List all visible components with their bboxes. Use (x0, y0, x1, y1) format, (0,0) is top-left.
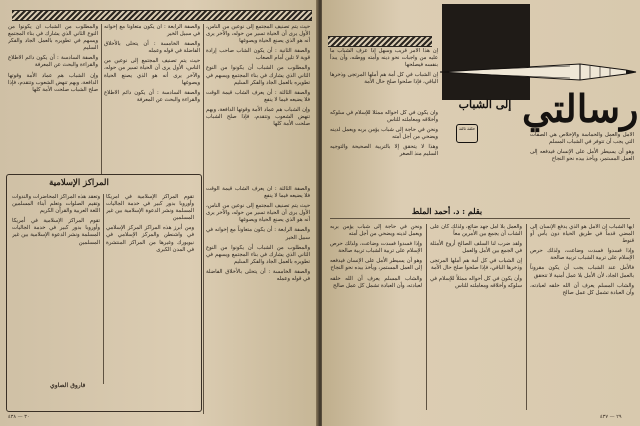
box-column-right (106, 194, 194, 384)
right-column-body-right (530, 224, 634, 410)
body-paragraph: أيها الشباب إن الأمل هو الذي يدفع الإنسان إلى المضي قدماً في طريق الحياة دون يأس أو قنوط (530, 224, 634, 245)
column-rule (526, 224, 527, 410)
section-paragraph: وإن الشباب هم عماد الأمة وقوتها الدافعة، وبهم تنهض الشعوب وتتقدم، فإذا صلح الشباب صلحت الأمة كلها (8, 72, 98, 93)
page-number-right: ٢٩ — ٤٣٧ (600, 414, 622, 420)
left-column-left (8, 24, 98, 174)
body-paragraph: فالأمل عند الشباب يجب أن يكون مقروناً بالعمل الجاد، لأن الأمل بلا عمل أمنية لا تتحقق (530, 265, 634, 279)
section-paragraph: حيث يتم تصنيف المجتمع إلى نوعين من الناس، الأول يرى أن الحياة تسير من حوله، والآخر يرى أنه هو الذي يصنع الحياة ويصوغها (206, 203, 310, 224)
section-paragraph: والصفة الثالثة : أن يعرف الشاب قيمة الوقت فلا يضيعه فيما لا ينفع (206, 186, 310, 200)
section-paragraph: حيث يتم تصنيف المجتمع إلى نوعين من الناس، الأول يرى أن الحياة تسير من حوله، والآخر يرى أنه هو الذي يصنع الحياة ويصوغها (104, 58, 200, 86)
top-paragraph: إن هذا الأمر قريب وسهل إذا عرف الشباب ما عليه من واجبات نحو دينه وأمته ووطنه، وأن يبدأ بنفسه فيصلحها (330, 48, 438, 69)
intro-paragraph: حيث يتم تصنيف المجتمع إلى نوعين من الناس، الأول يرى أن الحياة تسير من حوله، والآخر يرى أنه هو الذي يصنع الحياة ويصوغها (206, 24, 310, 45)
body-paragraph: الأمل والعمل والحماسة والإخلاص هي الصفات التي يجب أن تتوفر في الشباب المسلم (530, 132, 634, 146)
section-paragraph: والصفة السادسة : أن يكون دائم الاطلاع والقراءة والبحث عن المعرفة (104, 89, 200, 103)
section-paragraph: والصفة الثانية : أن يكون الشاب صاحب إرادة قوية لا تلين أمام الصعاب (206, 48, 310, 62)
left-page (0, 0, 318, 426)
series-badge: حلقة ثالثة (456, 124, 478, 143)
section-paragraph: والمطلوب من الشباب أن يكونوا من النوع الثاني الذي يشارك في بناء المجتمع ويسهم في تطويره بالعمل الجاد والفكر السليم (206, 65, 310, 86)
section-paragraph: والصفة الخامسة : أن يتحلى بالأخلاق الفاضلة في قوله وعمله (206, 268, 310, 283)
box-paragraph: وتعقد هذه المراكز المحاضرات والندوات وتقيم الصلوات وتعلم أبناء المسلمين اللغة العربية والقرآن الكريم (12, 194, 100, 215)
body-paragraph: والشاب المسلم يعرف أن الله خلقه لعبادته، وأن العبادة تشمل كل عمل صالح (330, 275, 422, 289)
section-paragraph: والمطلوب من الشباب أن يكونوا من النوع الثاني الذي يشارك في بناء المجتمع ويسهم في تطويره بالعمل الجاد والفكر السليم (8, 24, 98, 52)
section-paragraph: والصفة الرابعة : أن يكون متعاوناً مع إخوانه في سبيل الخير (104, 24, 200, 38)
body-paragraph: وإذا فسدوا فسدت وضاعت، ولذلك حرص الإسلام على تربية الشباب تربية صالحة (330, 241, 422, 255)
author-byline: بقلم : د. أحمد الملط (411, 206, 483, 216)
section-paragraph: والصفة الرابعة : أن يكون متعاوناً مع إخوانه في سبيل الخير (206, 227, 310, 241)
body-paragraph: وهذا لا يتحقق إلا بالتربية الصحيحة والتوجيه السليم منذ الصغر (330, 144, 438, 158)
byline-rule (330, 218, 630, 219)
body-paragraph: والشاب المسلم يعرف أن الله خلقه لعبادته، وأن العبادة تشمل كل عمل صالح (530, 282, 634, 296)
subtitle: إلى الشباب (458, 98, 512, 111)
box-signature: فاروق الصاوي (50, 382, 86, 389)
box-column-rule (103, 194, 104, 384)
top-paragraph: إن الشباب في كل أمة هم أملها المرتجى وذخرها الباقي، فإذا صلحوا صلح حال الأمة (330, 72, 438, 86)
body-paragraph: والعمل بلا أمل جهد ضائع، ولذلك كان على الشاب أن يجمع بين الأمرين معاً (430, 224, 522, 238)
right-column-intro-right (530, 132, 634, 206)
box-column-left (12, 194, 100, 372)
section-paragraph: والصفة الخامسة : أن يتحلى بالأخلاق الفاضلة في قوله وعمله (104, 41, 200, 55)
right-column-intro-left (330, 110, 438, 202)
body-paragraph: وهو أن يسيطر الأمل على الإنسان فيدفعه إلى العمل المستمر، ويأخذ بيده نحو النجاح (330, 258, 422, 272)
top-hatch-bar-right (328, 36, 432, 47)
left-column-right-lower (206, 186, 310, 408)
box-paragraph: تقوم المراكز الإسلامية في أمريكا وأوروبا بدور كبير في خدمة الجاليات المسلمة ونشر الدعوة الإسلامية بين غير المسلمين (12, 218, 100, 246)
section-paragraph: والصفة السادسة : أن يكون دائم الاطلاع والقراءة والبحث عن المعرفة (8, 55, 98, 69)
body-paragraph: وهو أن يسيطر الأمل على الإنسان فيدفعه إلى العمل المستمر، ويأخذ بيده نحو النجاح (530, 149, 634, 163)
column-rule (203, 24, 204, 414)
box-title: المراكز الإسلامية (49, 178, 109, 188)
headline: رسالتي (522, 86, 639, 131)
body-paragraph: وإذا فسدوا فسدت وضاعت، ولذلك حرص الإسلام على تربية الشباب تربية صالحة (530, 248, 634, 262)
left-column-middle (104, 24, 200, 180)
box-paragraph: تقوم المراكز الإسلامية في أمريكا وأوروبا بدور كبير في خدمة الجاليات المسلمة ونشر الدعوة الإسلامية بين غير المسلمين (106, 194, 194, 222)
body-paragraph: وأن يكون في كل أحواله ممثلاً للإسلام في سلوكه وأخلاقه ومعاملته للناس (430, 275, 522, 289)
left-column-right (206, 24, 310, 180)
right-column-body-middle (430, 224, 522, 410)
section-paragraph: والمطلوب من الشباب أن يكونوا من النوع الثاني الذي يشارك في بناء المجتمع ويسهم في تطويره بالعمل الجاد والفكر السليم (206, 244, 310, 265)
body-paragraph: ونحن في حاجة إلى شباب يؤمن بربه ويعمل لدينه ويضحي من أجل أمته (330, 224, 422, 238)
page-number-left: ٣٠ — ٤٣٨ (8, 414, 30, 420)
section-paragraph: والصفة الثالثة : أن يعرف الشاب قيمة الوقت فلا يضيعه فيما لا ينفع (206, 89, 310, 103)
body-paragraph: إن الشباب في كل أمة هم أملها المرتجى وذخرها الباقي، فإذا صلحوا صلح حال الأمة (430, 258, 522, 272)
right-top-text (330, 48, 438, 108)
body-paragraph: ولقد ضرب لنا السلف الصالح أروع الأمثلة في الجمع بين الأمل والعمل (430, 241, 522, 255)
right-column-body-left (330, 224, 422, 410)
column-rule (101, 24, 102, 174)
section-paragraph: وإن الشباب هم عماد الأمة وقوتها الدافعة، وبهم تنهض الشعوب وتتقدم، فإذا صلح الشباب صلحت الأمة كلها (206, 106, 310, 128)
body-paragraph: ونحن في حاجة إلى شباب يؤمن بربه ويعمل لدينه ويضحي من أجل أمته (330, 127, 438, 141)
top-hatch-bar (12, 10, 312, 21)
box-paragraph: ومن أبرز هذه المراكز المركز الإسلامي في واشنطن والمركز الإسلامي في نيويورك وغيرها من المراكز المنتشرة في المدن الكبرى (106, 225, 194, 253)
body-paragraph: وأن يكون في كل أحواله ممثلاً للإسلام في سلوكه وأخلاقه ومعاملته للناس (330, 110, 438, 124)
column-rule (426, 224, 427, 410)
